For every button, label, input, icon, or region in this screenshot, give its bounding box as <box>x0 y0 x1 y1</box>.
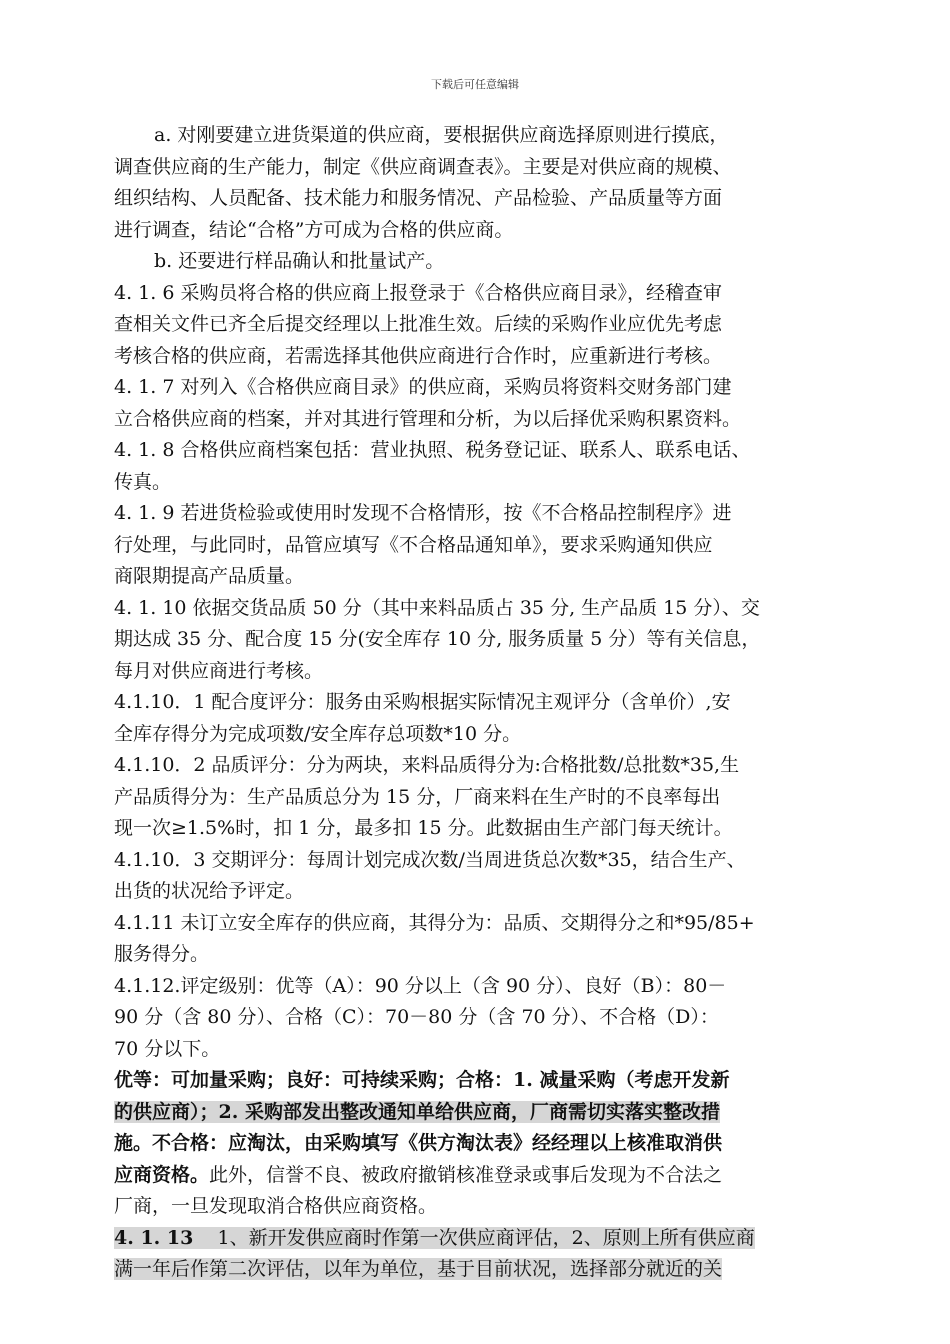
section-number: 4. 1. 13 <box>114 1226 194 1249</box>
paragraph-line: 出货的状况给予评定。 <box>114 880 305 902</box>
highlighted-text: 的供应商）；2. 采购部发出整改通知单给供应商，厂商需切实落实整改措 <box>114 1100 720 1123</box>
paragraph-line: 调查供应商的生产能力，制定《供应商调查表》。主要是对供应商的规模、 <box>114 155 732 178</box>
paragraph-line: 进行调查，结论“合格”方可成为合格的供应商。 <box>114 218 514 241</box>
page-header: 下载后可任意编辑 <box>431 78 519 91</box>
paragraph-line: 产品质得分为：生产品质总分为 15 分，厂商来料在生产时的不良率每出 <box>114 785 721 808</box>
paragraph-line: 4.1.10．2 品质评分：分为两块，来料品质得分为:合格批数/总批数*35,生 <box>114 754 740 776</box>
paragraph-line: 厂商，一旦发现取消合格供应商资格。 <box>114 1195 438 1217</box>
paragraph-line: 考核合格的供应商，若需选择其他供应商进行合作时，应重新进行考核。 <box>114 344 723 367</box>
bold-paragraph-line: 优等：可加量采购；良好：可持续采购；合格：1. 减量采购（考虑开发新 <box>114 1069 730 1091</box>
highlighted-text: 满一年后作第二次评估，以年为单位，基于目前状况，选择部分就近的关 <box>114 1258 723 1280</box>
paragraph-line: 每月对供应商进行考核。 <box>114 659 324 682</box>
paragraph-line: 4.1.12.评定级别：优等（A）：90 分以上（含 90 分）、良好（B）：80－ <box>114 974 727 997</box>
bold-text: 应商资格。 <box>114 1163 210 1186</box>
paragraph-line <box>114 1223 836 1255</box>
paragraph-line: 商限期提高产品质量。 <box>114 565 305 587</box>
paragraph-line: 传真。 <box>114 470 172 493</box>
document-body <box>114 120 836 1286</box>
paragraph-line: a. 对刚要建立进货渠道的供应商，要根据供应商选择原则进行摸底， <box>154 124 729 146</box>
plain-text: 此外，信誉不良、被政府撤销核准登录或事后发现为不合法之 <box>209 1163 723 1186</box>
paragraph-line: 70 分以下。 <box>114 1037 221 1060</box>
paragraph-line <box>114 1160 836 1192</box>
paragraph-line: 全库存得分为完成项数/安全库存总项数*10 分。 <box>114 722 522 745</box>
paragraph-line: 期达成 35 分、配合度 15 分(安全库存 10 分, 服务质量 5 分）等有关信息， <box>114 628 761 650</box>
paragraph-line: 服务得分。 <box>114 943 210 965</box>
paragraph-line: 现一次≥1.5%时，扣 1 分，最多扣 15 分。此数据由生产部门每天统计。 <box>114 817 733 839</box>
paragraph-line <box>114 1254 836 1286</box>
plain-text: 1、新开发供应商时作第一次供应商评估，2、原则上所有供应商 <box>217 1226 755 1249</box>
paragraph-line: 90 分（含 80 分）、合格（C）：70－80 分（含 70 分）、不合格（D）： <box>114 1006 719 1028</box>
paragraph-line: 4. 1. 7 对列入《合格供应商目录》的供应商，采购员将资料交财务部门建 <box>114 376 732 398</box>
bold-paragraph-line: 施。不合格：应淘汰，由采购填写《供方淘汰表》经经理以上核准取消供 <box>114 1132 723 1154</box>
highlighted-text <box>114 1227 755 1249</box>
paragraph-line: 4.1.10．1 配合度评分：服务由采购根据实际情况主观评分（含单价）,安 <box>114 691 731 713</box>
paragraph-line: 行处理，与此同时，品管应填写《不合格品通知单》，要求采购通知供应 <box>114 533 713 556</box>
paragraph-line: b. 还要进行样品确认和批量试产。 <box>154 250 445 272</box>
paragraph-line: 组织结构、人员配备、技术能力和服务情况、产品检验、产品质量等方面 <box>114 187 723 209</box>
paragraph-line: 查相关文件已齐全后提交经理以上批准生效。后续的采购作业应优先考虑 <box>114 313 723 335</box>
bold-paragraph-line <box>114 1097 836 1129</box>
paragraph-line: 4. 1. 8 合格供应商档案包括：营业执照、税务登记证、联系人、联系电话、 <box>114 439 751 461</box>
paragraph-line: 立合格供应商的档案，并对其进行管理和分析，为以后择优采购积累资料。 <box>114 407 742 430</box>
paragraph-line: 4. 1. 10 依据交货品质 50 分（其中来料品质占 35 分, 生产品质 15 分）、交 <box>114 596 760 619</box>
paragraph-line: 4. 1. 6 采购员将合格的供应商上报登录于《合格供应商目录》，经稽查审 <box>114 281 722 304</box>
paragraph-line: 4. 1. 9 若进货检验或使用时发现不合格情形，按《不合格品控制程序》进 <box>114 502 732 524</box>
paragraph-line: 4.1.10．3 交期评分：每周计划完成次数/当周进货总次数*35，结合生产、 <box>114 848 746 871</box>
paragraph-line: 4.1.11 未订立安全库存的供应商，其得分为：品质、交期得分之和*95/85+ <box>114 911 755 934</box>
